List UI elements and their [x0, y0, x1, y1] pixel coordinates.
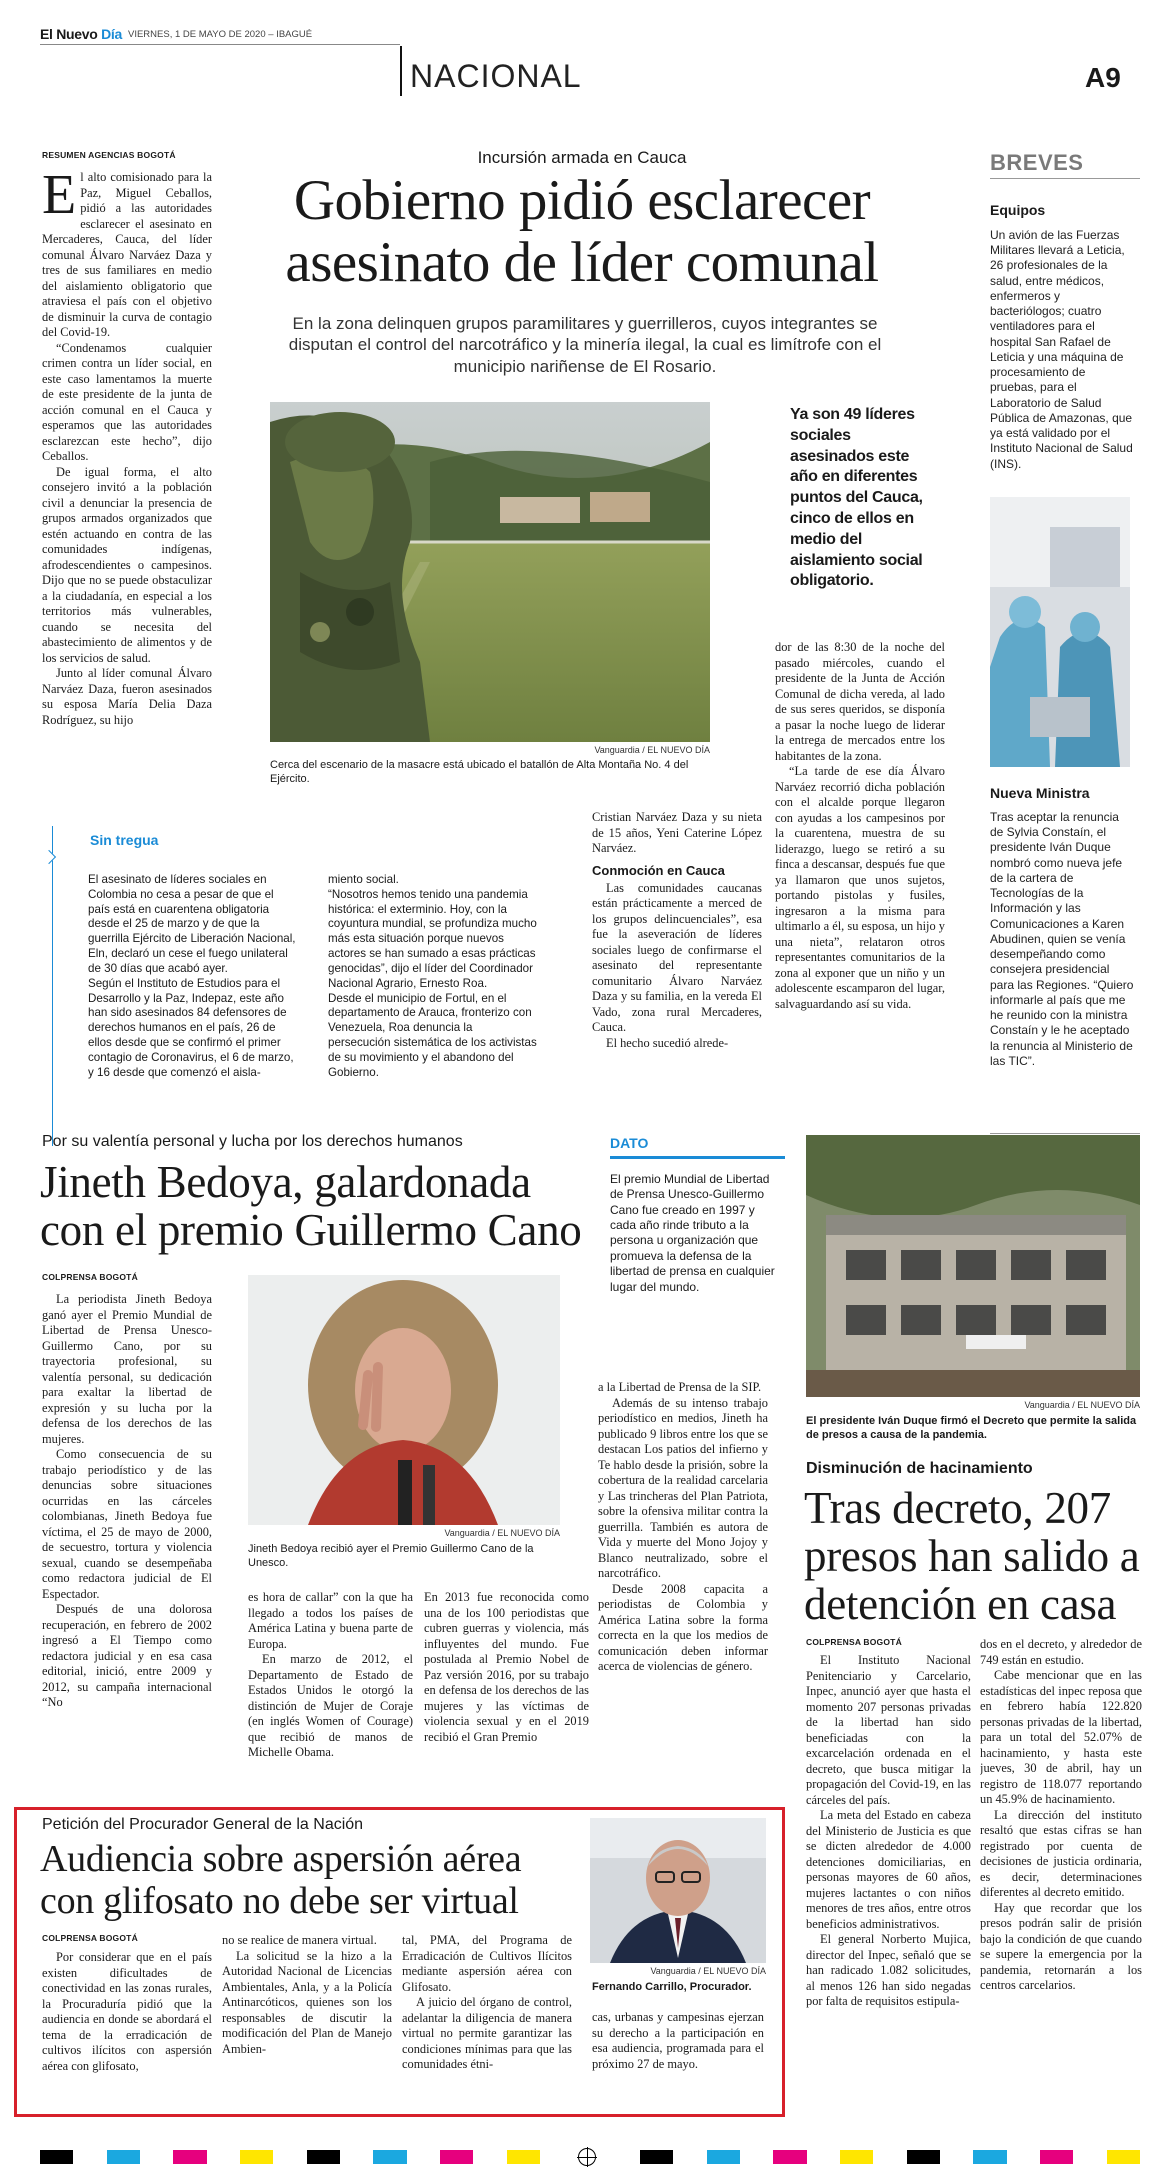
glifosato-headline [40, 1838, 580, 1922]
section-label: NACIONAL [410, 58, 582, 94]
glifosato-byline: COLPRENSA BOGOTÁ [42, 1933, 138, 1943]
lead-paragraph: Cristian Narváez Daza y su nieta de 15 años, Yeni Caterine López Narváez. [592, 810, 762, 855]
lead-photo-soldier [270, 402, 710, 742]
glifosato-photo-credit: Vanguardia / EL NUEVO DÍA [650, 1966, 766, 1976]
presos-byline: COLPRENSA BOGOTÁ [806, 1637, 902, 1647]
presos-column-2 [980, 1637, 1142, 2123]
breves-photo-medics [990, 497, 1130, 767]
masthead-rule [40, 44, 400, 45]
breves-bottom-rule [990, 1133, 1140, 1134]
glifosato-paragraph: A juicio del órgano de control, adelantar la diligencia de manera virtual no permite garantizar las condiciones mínimas para que las comunidades étni- [402, 1995, 572, 2071]
bedoya-paragraph: En 2013 fue reconocida como una de los 100 periodistas que cubren guerras y violencia, más influyentes del mundo. Fue postulada al Premio Nobel de Paz versión 2016, por su trabajo en defensa de los derechos de las mujeres y las víctimas de violencia sexual y en el 2019 recibió el Gran Premio [424, 1590, 589, 1744]
presos-kicker: Disminución de hacinamiento [806, 1460, 1033, 1477]
presos-headline-line-2: presos han salido a [804, 1531, 1140, 1581]
section-divider [400, 46, 402, 96]
sin-tregua-title: Sin tregua [90, 832, 159, 848]
lead-paragraph: De igual forma, el alto consejero invitó a la población civil a denunciar la presencia de grupos armados organizados que estén actuando en contra de las comunidades indígenas, afrodescendientes o campesinos. Dijo que no se puede obstaculizar a la ciudadanía, en especial a los territorios más vulnerables, cuando se necesita del abastecimiento de alimentos y de los servicios de salud. [42, 464, 212, 665]
sin-tregua-col-2: miento social. “Nosotros hemos tenido una pandemia histórica: el exterminio. Hoy, con la coyuntura mundial, se profundiza mucho más esta situación porque nuevos actores se han sumado a esas prácticas genocidas”, dijo el líder del Coordinador Nacional Agrario, Ernesto Roa. Desde el municipio de Fortul, en el departamento de Arauca, fronterizo con Venezuela, Roa denuncia la persecución sistemática de los activistas de su movimiento y el abandono del Gobierno. [328, 873, 537, 1079]
bedoya-headline-line-1: Jineth Bedoya, galardonada [40, 1157, 531, 1207]
presos-paragraph: Hay que recordar que los presos podrán salir de prisión bajo la condición de que cuando se supere la emergencia por la pandemia, retornarán a los centros carcelarios. [980, 1900, 1142, 1992]
glifosato-photo-procurador [590, 1818, 766, 1963]
lead-column-1 [42, 170, 212, 805]
sin-tregua-col-1: El asesinato de líderes sociales en Colombia no cesa a pesar de que el país está en cuarentena obligatoria desde el 25 de marzo y de que la guerrilla Ejército de Liberación Nacional, Eln, declaró un cese el fuego unilateral de 30 días que acabó ayer. Según el Instituto de Estudios para el Desarrollo y la Paz, Indepaz, este año han sido asesinados 84 defensores de derechos humanos en el país, 26 de ellos desde que se confirmó el primer contagio de Coronavirus, el 6 de marzo, y 16 desde que comenzó el aisla- [88, 873, 296, 1079]
logo-part-1: El Nuevo [40, 26, 102, 42]
presos-photo-caption: El presidente Iván Duque firmó el Decreto que permite la salida de presos a causa de la pandemia. [806, 1415, 1137, 1442]
bedoya-column-3 [424, 1590, 589, 1782]
bedoya-paragraph: La periodista Jineth Bedoya ganó ayer el Premio Mundial de Libertad de Prensa Unesco-Guillermo Cano, por su trayectoria profesional, su valentía personal, su dedicación para exaltar la libertad de expresión y su lucha por la defensa de los derechos de las mujeres. [42, 1292, 212, 1446]
presos-paragraph: La dirección del instituto resaltó que estas cifras se han registrado por cuenta de decisiones de justicia ordinaria, es decir, determinaciones diferentes al decreto emitido. [980, 1807, 1142, 1899]
logo-part-2: Día [101, 26, 122, 42]
bedoya-headline [40, 1158, 600, 1254]
bedoya-paragraph: es hora de callar” con la que ha llegado a todos los países de América Latina y buena parte de Europa. [248, 1590, 413, 1651]
lead-pullquote: Ya son 49 líderes sociales asesinados este año en diferentes puntos del Cauca, cinco de ellos en medio del aislamiento social obligatorio. [790, 406, 923, 590]
breves-title: BREVES [990, 150, 1084, 175]
lead-photo-caption: Cerca del escenario de la masacre está ubicado el batallón de Alta Montaña No. 4 del Ejército. [270, 759, 689, 786]
lead-headline-line-2: asesinato de líder comunal [285, 231, 879, 294]
bedoya-paragraph: Además de su intenso trabajo periodístico en medios, Jineth ha publicado 9 libros entre los que se destacan Los patios del infierno y Te hablo desde la prisión, sobre la cobertura de la realidad carcelaria y Las trincheras del Plan Patriota, sobre la ofensiva militar contra la guerrilla. También es autora de Vida y muerte del Mono Jojoy y Blanco neutralizado, sobre el narcotráfico. [598, 1395, 768, 1580]
bedoya-paragraph: Desde 2008 capacita a periodistas de Colombia y América Latina sobre la forma correcta en la que los medios de comunicación deben informar acerca de violencias de género. [598, 1581, 768, 1673]
lead-paragraph: “Condenamos cualquier crimen contra un líder social, en este caso lamentamos la muerte de este presidente de la junta de acción comunal en el Cauca y esperamos que las autoridades esclarezcan este hecho”, dijo Ceballos. [42, 340, 212, 463]
breves-rule [990, 178, 1140, 179]
lead-paragraph: El hecho sucedió alrede- [606, 1035, 729, 1050]
presos-paragraph: El general Norberto Mujica, director del Inpec, señaló que se han radicado 1.082 solicitudes, al menos 126 han sido negadas por falta de requisitos estipula- [806, 1932, 971, 2008]
bedoya-column-2 [248, 1590, 413, 1782]
presos-paragraph: El Instituto Nacional Penitenciario y Carcelario, Inpec, anunció ayer que hasta el momento 207 personas privadas de la libertad han sido beneficiadas con la excarcelación ordenada en el decreto, que busca mitigar la propagación del Covid-19, en las cárceles del país. [806, 1653, 971, 1807]
presos-headline [804, 1484, 1144, 1628]
lead-paragraph: dor de las 8:30 de la noche del pasado miércoles, cuando el presidente de la Junta de Acción Comunal de dicha vereda, al lado de sus seres queridos, se disponía a pasar la noche luego de liderar la entrega de mercados entre los habitantes de la zona. [775, 640, 945, 763]
bedoya-paragraph: Como consecuencia de su trabajo periodístico y de las denuncias sobre situaciones ocurridas en las cárceles colombianas, Jineth Bedoya fue víctima, el 25 de mayo de 2000, de secuestro, tortura y violencia sexual, cuando se desempeñaba como redactora judicial de El Espectador. [42, 1447, 212, 1601]
presos-headline-line-3: detención en casa [804, 1579, 1117, 1629]
lead-headline [252, 170, 912, 294]
presos-paragraph: Cabe mencionar que en las estadísticas del inpec reposa que en febrero había 122.820 personas privadas de la libertad, para un total del 52.07% de hacinamiento, y hasta este jueves, 30 de abril, hay un registro de 118.077 reportando un 45.9% de hacinamiento. [980, 1668, 1142, 1806]
glifosato-column-2 [222, 1933, 392, 2110]
breves-item-1-title: Equipos [990, 202, 1046, 218]
lead-kicker: Incursión armada en Cauca [477, 148, 687, 167]
bedoya-column-4 [598, 1380, 768, 1782]
sin-tregua-bracket [52, 826, 62, 1146]
presos-paragraph: dos en el decreto, y alrededor de 749 están en estudio. [980, 1637, 1142, 1667]
glifosato-column-3 [402, 1933, 572, 2110]
bedoya-photo-caption: Jineth Bedoya recibió ayer el Premio Guillermo Cano de la Unesco. [248, 1543, 534, 1570]
bedoya-paragraph: Después de una dolorosa recuperación, en febrero de 2002 ingresó a El Tiempo como redactora judicial y en esa casa editorial, inició, entre 2009 y 2012, su campaña internacional “No [42, 1602, 212, 1709]
bedoya-column-1 [42, 1292, 212, 1782]
dato-text: El premio Mundial de Libertad de Prensa Unesco-Guillermo Cano fue creado en 1997 y cada año rinde tributo a la persona u organización que promueva la defensa de la libertad de prensa en cualquier lugar del mundo. [610, 1172, 775, 1294]
glifosato-headline-line-1: Audiencia sobre aspersión aérea [40, 1838, 522, 1880]
presos-paragraph: La meta del Estado en cabeza del Ministerio de Justicia es que se dicten alrededor de 4.000 detenciones domiciliarias, en personas mayores de 60 años, mujeres lactantes o con niños menores de tres años, entre otros beneficios administrativos. [806, 1808, 971, 1931]
lead-paragraph: l alto comisionado para la Paz, Miguel Ceballos, pidió a las autoridades esclarecer el asesinato en Mercaderes, Cauca, del líder comunal Álvaro Narváez Daza y tres de sus familiares en medio del aislamiento obligatorio que atraviesa el país con el objetivo de disminuir la curva de contagio del Covid-19. [42, 170, 212, 339]
bedoya-photo-credit: Vanguardia / EL NUEVO DÍA [444, 1528, 560, 1538]
dato-rule [610, 1156, 785, 1159]
lead-headline-line-1: Gobierno pidió esclarecer [293, 169, 871, 232]
presos-photo-credit: Vanguardia / EL NUEVO DÍA [1024, 1400, 1140, 1410]
bedoya-paragraph: En marzo de 2012, el Departamento de Estado de Estados Unidos le otorgó la distinción de Mujer de Coraje (en inglés Women of Courage) que recibió de manos de Michelle Obama. [248, 1652, 413, 1759]
dropcap: E [42, 170, 77, 226]
presos-column-1 [806, 1653, 971, 2123]
breves-item-1-text: Un avión de las Fuerzas Militares llevará a Leticia, 26 profesionales de la salud, entre médicos, enfermeros y bacteriólogos; cuatro ventiladores para el hospital San Rafael de Leticia y una máquina de procesamiento de pruebas, para el Laboratorio de Salud Pública de Amazonas, que ya está validado por el Instituto Nacional de Salud (INS). [990, 228, 1133, 471]
glifosato-column-4 [592, 2010, 764, 2110]
page-number: A9 [1085, 62, 1121, 93]
breves-item-2-title: Nueva Ministra [990, 785, 1090, 801]
glifosato-column-1 [42, 1950, 212, 2110]
glifosato-paragraph: cas, urbanas y campesinas ejerzan su derecho a la participación en esa audiencia, programada para el próximo 27 de mayo. [592, 2010, 764, 2071]
lead-column-3 [775, 640, 945, 1115]
bedoya-photo [248, 1275, 560, 1525]
lead-paragraph: “La tarde de ese día Álvaro Narváez recorrió dicha población con el alcalde porque llegaron con ayudas a los campesinos por la cuarentena, muestra de su liderazgo, luego se retiró a su finca a descansar, después fue que ya llamaron que unos sujetos, portando pistolas y fusiles, ingresaron a la misma para ultimarlo a él, su esposa, un hijo y una nieta”, relataron otros representantes comunitarios de la zona al exponer que un niño y un adolescente escamparon del lugar, salvaguardando así su vida. [775, 764, 945, 1011]
presos-headline-line-1: Tras decreto, 207 [804, 1483, 1111, 1533]
lead-photo-credit: Vanguardia / EL NUEVO DÍA [594, 745, 710, 755]
glifosato-kicker: Petición del Procurador General de la Nación [42, 1816, 364, 1833]
bedoya-kicker: Por su valentía personal y lucha por los derechos humanos [42, 1133, 463, 1150]
glifosato-photo-caption: Fernando Carrillo, Procurador. [592, 1981, 752, 1993]
glifosato-paragraph: La solicitud se la hizo a la Autoridad Nacional de Licencias Ambientales, Anla, y a la Policía Antinarcóticos, quienes son los responsables de discutir la modificación del Plan de Manejo Ambien- [222, 1948, 392, 2056]
glifosato-headline-line-2: con glifosato no debe ser virtual [40, 1880, 519, 1922]
bedoya-headline-line-2: con el premio Guillermo Cano [40, 1205, 582, 1255]
lead-subhead: Conmoción en Cauca [592, 862, 725, 878]
lead-paragraph: Las comunidades caucanas están prácticamente a merced de los grupos delincuenciales”, esa fue la aseveración de líderes sociales luego de confirmarse el asesinato del representante comunitario Álvaro Narváez Daza y su familia, en la vereda El Vado, zona rural Mercaderes, Cauca. [592, 880, 762, 1035]
lead-byline: RESUMEN AGENCIAS BOGOTÁ [42, 150, 176, 160]
masthead-logo [40, 26, 122, 42]
glifosato-paragraph: Por considerar que en el país existen dificultades de conectividad en las zonas rurales, la Procuraduría pidió que la audiencia en donde se abordará el tema de la erradicación de cultivos ilícitos con aspersión aérea con glifosato, [42, 1950, 212, 2073]
dato-title: DATO [610, 1135, 649, 1151]
breves-item-2-text: Tras aceptar la renuncia de Sylvia Constaín, el presidente Iván Duque nombró como nueva jefe de la cartera de Tecnologías de la Información y las Comunicaciones a Karen Abudinen, quien se venía desempeñando como consejera presidencial para las Regiones. “Quiero informarle al país que me he reunido con la ministra Constaín y le he aceptado la renuncia al Ministerio de las TIC”. [990, 810, 1134, 1068]
bedoya-paragraph: a la Libertad de Prensa de la SIP. [598, 1380, 762, 1394]
lead-deck: En la zona delinquen grupos paramilitares y guerrilleros, cuyos integrantes se disputan el control del narcotráfico y la minería ilegal, la cual es limítrofe con el municipio nariñense de El Rosario. [288, 314, 882, 376]
presos-photo-prison [806, 1135, 1140, 1397]
dateline: VIERNES, 1 DE MAYO DE 2020 – IBAGUÉ [128, 29, 313, 40]
lead-paragraph: Junto al líder comunal Álvaro Narváez Daza, fueron asesinados su esposa María Delia Daza Rodríguez, su hijo [42, 666, 212, 727]
registration-mark-icon [578, 2148, 596, 2166]
lead-column-2 [592, 810, 762, 1115]
bedoya-byline: COLPRENSA BOGOTÁ [42, 1272, 138, 1282]
glifosato-paragraph: no se realice de manera virtual. [222, 1933, 377, 1947]
glifosato-paragraph: tal, PMA, del Programa de Erradicación de Cultivos Ilícitos mediante aspersión aérea con Glifosato. [402, 1933, 572, 1994]
